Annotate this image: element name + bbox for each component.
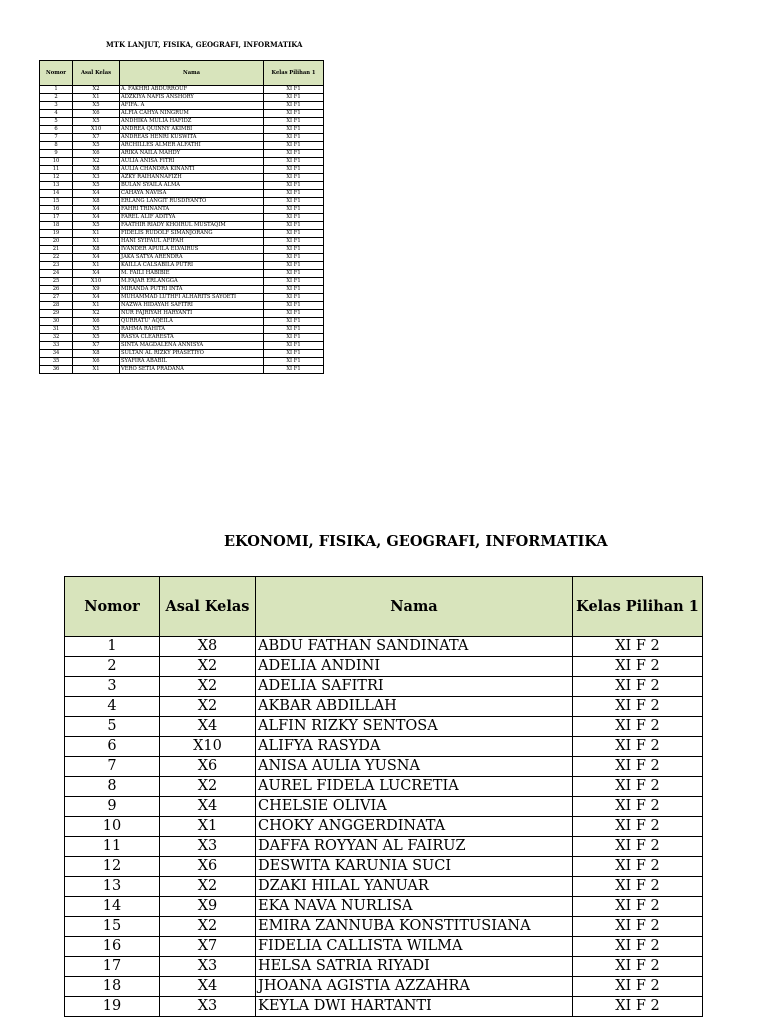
cell-asal-kelas: X2 xyxy=(160,657,256,677)
cell-nama: DESWITA KARUNIA SUCI xyxy=(256,857,573,877)
cell-nama: NUR FAJRIYAH HARYANTI xyxy=(120,310,264,318)
cell-asal-kelas: X6 xyxy=(73,150,120,158)
table-row xyxy=(40,222,324,230)
cell-nomor: 26 xyxy=(40,286,73,294)
col-header-nomor: Nomor xyxy=(65,577,160,637)
cell-kelas-pilihan: XI F 2 xyxy=(573,637,703,657)
table-row xyxy=(65,657,703,677)
cell-nomor: 22 xyxy=(40,254,73,262)
cell-asal-kelas: X5 xyxy=(73,326,120,334)
cell-nomor: 31 xyxy=(40,326,73,334)
cell-asal-kelas: X10 xyxy=(73,126,120,134)
cell-nama: CHELSIE OLIVIA xyxy=(256,797,573,817)
table-row xyxy=(40,126,324,134)
cell-nama: ARCHILLES ALMER ALFATHI xyxy=(120,142,264,150)
table-row xyxy=(65,857,703,877)
table1-body xyxy=(40,86,324,374)
cell-kelas-pilihan: XI F 2 xyxy=(573,957,703,977)
cell-asal-kelas: X5 xyxy=(73,102,120,110)
table-row xyxy=(40,142,324,150)
cell-nomor: 8 xyxy=(65,777,160,797)
cell-kelas-pilihan: XI F1 xyxy=(264,190,324,198)
cell-nomor: 7 xyxy=(65,757,160,777)
cell-asal-kelas: X4 xyxy=(160,977,256,997)
table-row xyxy=(40,350,324,358)
cell-kelas-pilihan: XI F1 xyxy=(264,270,324,278)
table-row xyxy=(40,214,324,222)
cell-kelas-pilihan: XI F1 xyxy=(264,86,324,94)
cell-asal-kelas: X5 xyxy=(73,182,120,190)
cell-asal-kelas: X1 xyxy=(73,366,120,374)
cell-nomor: 33 xyxy=(40,342,73,350)
cell-nomor: 9 xyxy=(65,797,160,817)
table-row xyxy=(40,206,324,214)
table-row xyxy=(65,717,703,737)
cell-kelas-pilihan: XI F1 xyxy=(264,118,324,126)
table-row xyxy=(40,334,324,342)
cell-nama: AFIFA. A xyxy=(120,102,264,110)
cell-asal-kelas: X1 xyxy=(73,230,120,238)
cell-kelas-pilihan: XI F1 xyxy=(264,214,324,222)
cell-asal-kelas: X2 xyxy=(160,697,256,717)
cell-asal-kelas: X4 xyxy=(73,270,120,278)
cell-nama: ANDHIKA MULIA HAFIDZ xyxy=(120,118,264,126)
cell-nama: RAHMA RAHITA xyxy=(120,326,264,334)
cell-kelas-pilihan: XI F1 xyxy=(264,182,324,190)
cell-asal-kelas: X1 xyxy=(73,94,120,102)
table-row xyxy=(65,917,703,937)
cell-kelas-pilihan: XI F1 xyxy=(264,134,324,142)
cell-asal-kelas: X3 xyxy=(160,997,256,1017)
cell-asal-kelas: X3 xyxy=(73,174,120,182)
cell-nomor: 12 xyxy=(65,857,160,877)
cell-kelas-pilihan: XI F 2 xyxy=(573,977,703,997)
table-row xyxy=(40,342,324,350)
table1 xyxy=(39,60,324,374)
cell-nama: EMIRA ZANNUBA KONSTITUSIANA xyxy=(256,917,573,937)
table-row xyxy=(65,677,703,697)
cell-asal-kelas: X7 xyxy=(73,134,120,142)
cell-kelas-pilihan: XI F1 xyxy=(264,358,324,366)
cell-nomor: 4 xyxy=(40,110,73,118)
cell-nomor: 6 xyxy=(65,737,160,757)
cell-asal-kelas: X10 xyxy=(73,278,120,286)
cell-asal-kelas: X6 xyxy=(73,318,120,326)
cell-kelas-pilihan: XI F 2 xyxy=(573,657,703,677)
table-row xyxy=(40,230,324,238)
cell-kelas-pilihan: XI F 2 xyxy=(573,837,703,857)
cell-nomor: 3 xyxy=(40,102,73,110)
cell-nama: ADELIA ANDINI xyxy=(256,657,573,677)
cell-asal-kelas: X2 xyxy=(160,877,256,897)
col-header-nama: Nama xyxy=(120,61,264,86)
cell-asal-kelas: X8 xyxy=(160,637,256,657)
table-row xyxy=(65,637,703,657)
cell-nomor: 15 xyxy=(65,917,160,937)
cell-nomor: 13 xyxy=(40,182,73,190)
cell-asal-kelas: X7 xyxy=(160,937,256,957)
cell-nama: FIDELIA CALLISTA WILMA xyxy=(256,937,573,957)
cell-asal-kelas: X8 xyxy=(73,350,120,358)
cell-nomor: 6 xyxy=(40,126,73,134)
table2-header-row xyxy=(65,577,703,637)
cell-kelas-pilihan: XI F 2 xyxy=(573,717,703,737)
cell-nama: SYAFIRA ABABIL xyxy=(120,358,264,366)
cell-nomor: 2 xyxy=(65,657,160,677)
cell-nomor: 13 xyxy=(65,877,160,897)
cell-nama: AKBAR ABDILLAH xyxy=(256,697,573,717)
cell-nama: RASYA CLEARESTA xyxy=(120,334,264,342)
table-row xyxy=(40,158,324,166)
cell-nomor: 28 xyxy=(40,302,73,310)
cell-nama: FAATHIR RIADY KHOIRUL MUSTAQIM xyxy=(120,222,264,230)
cell-nomor: 27 xyxy=(40,294,73,302)
cell-nomor: 1 xyxy=(40,86,73,94)
cell-nomor: 1 xyxy=(65,637,160,657)
cell-nama: ARIKA NAILA MAHDY xyxy=(120,150,264,158)
table1-header-row xyxy=(40,61,324,86)
cell-kelas-pilihan: XI F1 xyxy=(264,142,324,150)
table-row xyxy=(40,174,324,182)
cell-kelas-pilihan: XI F1 xyxy=(264,326,324,334)
cell-nama: ANDREAS HENRI KUSWITA xyxy=(120,134,264,142)
col-header-asal-kelas: Asal Kelas xyxy=(73,61,120,86)
cell-nomor: 10 xyxy=(65,817,160,837)
cell-nama: ADZKIYA NAFIS ANSHORY xyxy=(120,94,264,102)
cell-asal-kelas: X4 xyxy=(160,797,256,817)
table-row xyxy=(40,262,324,270)
cell-nama: AUREL FIDELA LUCRETIA xyxy=(256,777,573,797)
cell-nama: KEYLA DWI HARTANTI xyxy=(256,997,573,1017)
cell-nama: ERLANG LANGIT RUSDIYANTO xyxy=(120,198,264,206)
cell-nomor: 24 xyxy=(40,270,73,278)
table-row xyxy=(65,977,703,997)
table-row xyxy=(40,110,324,118)
cell-nama: DAFFA ROYYAN AL FAIRUZ xyxy=(256,837,573,857)
table-row xyxy=(40,190,324,198)
table-row xyxy=(40,326,324,334)
cell-nomor: 25 xyxy=(40,278,73,286)
cell-asal-kelas: X5 xyxy=(73,142,120,150)
cell-kelas-pilihan: XI F1 xyxy=(264,254,324,262)
table-row xyxy=(40,286,324,294)
cell-kelas-pilihan: XI F1 xyxy=(264,230,324,238)
cell-asal-kelas: X1 xyxy=(73,262,120,270)
cell-kelas-pilihan: XI F1 xyxy=(264,150,324,158)
cell-nomor: 17 xyxy=(65,957,160,977)
cell-nama: HELSA SATRIA RIYADI xyxy=(256,957,573,977)
table-row xyxy=(40,238,324,246)
cell-nomor: 5 xyxy=(65,717,160,737)
cell-kelas-pilihan: XI F 2 xyxy=(573,777,703,797)
cell-nomor: 23 xyxy=(40,262,73,270)
cell-nomor: 16 xyxy=(40,206,73,214)
cell-asal-kelas: X8 xyxy=(73,198,120,206)
cell-nama: NAZWA HIDAYAH SAFITRI xyxy=(120,302,264,310)
table-row xyxy=(40,358,324,366)
cell-kelas-pilihan: XI F1 xyxy=(264,302,324,310)
cell-nomor: 19 xyxy=(65,997,160,1017)
cell-nama: AZKY RAIHANNAFIZH xyxy=(120,174,264,182)
cell-kelas-pilihan: XI F1 xyxy=(264,206,324,214)
col-header-nomor: Nomor xyxy=(40,61,73,86)
cell-nomor: 7 xyxy=(40,134,73,142)
cell-asal-kelas: X2 xyxy=(160,677,256,697)
cell-kelas-pilihan: XI F 2 xyxy=(573,897,703,917)
table-row xyxy=(65,997,703,1017)
cell-nomor: 9 xyxy=(40,150,73,158)
cell-nama: M. FAILI HABIBIE xyxy=(120,270,264,278)
table-row xyxy=(40,270,324,278)
cell-kelas-pilihan: XI F1 xyxy=(264,174,324,182)
cell-nomor: 20 xyxy=(40,238,73,246)
cell-asal-kelas: X6 xyxy=(160,857,256,877)
cell-asal-kelas: X4 xyxy=(73,214,120,222)
table-row xyxy=(40,294,324,302)
cell-kelas-pilihan: XI F1 xyxy=(264,334,324,342)
cell-nama: QURRATU' AQEILA xyxy=(120,318,264,326)
cell-nomor: 36 xyxy=(40,366,73,374)
cell-nama: SULTAN AL RIZKY PRASETIYO xyxy=(120,350,264,358)
table-row xyxy=(65,897,703,917)
table-row xyxy=(40,198,324,206)
cell-nomor: 15 xyxy=(40,198,73,206)
cell-kelas-pilihan: XI F1 xyxy=(264,198,324,206)
table2 xyxy=(64,576,703,1017)
cell-nama: CAHAYA NAVISA xyxy=(120,190,264,198)
cell-asal-kelas: X9 xyxy=(160,897,256,917)
table-row xyxy=(65,737,703,757)
table-row xyxy=(40,302,324,310)
table-row xyxy=(40,150,324,158)
cell-asal-kelas: X10 xyxy=(160,737,256,757)
cell-nama: FAREL ALIF ADITYA xyxy=(120,214,264,222)
cell-nomor: 21 xyxy=(40,246,73,254)
cell-asal-kelas: X4 xyxy=(73,190,120,198)
table-row xyxy=(65,837,703,857)
col-header-kelas-pilihan: Kelas Pilihan 1 xyxy=(573,577,703,637)
cell-asal-kelas: X3 xyxy=(160,837,256,857)
cell-kelas-pilihan: XI F1 xyxy=(264,222,324,230)
cell-kelas-pilihan: XI F1 xyxy=(264,366,324,374)
cell-nomor: 8 xyxy=(40,142,73,150)
cell-kelas-pilihan: XI F 2 xyxy=(573,857,703,877)
cell-kelas-pilihan: XI F1 xyxy=(264,158,324,166)
cell-nama: AULIA CHANDRA KINANTI xyxy=(120,166,264,174)
table-row xyxy=(40,278,324,286)
cell-asal-kelas: X2 xyxy=(160,917,256,937)
cell-nomor: 4 xyxy=(65,697,160,717)
cell-asal-kelas: X6 xyxy=(160,757,256,777)
table-row xyxy=(40,134,324,142)
cell-nomor: 14 xyxy=(65,897,160,917)
table-row xyxy=(40,86,324,94)
table2-title: EKONOMI, FISIKA, GEOGRAFI, INFORMATIKA xyxy=(224,533,608,550)
table-row xyxy=(40,366,324,374)
cell-nama: DZAKI HILAL YANUAR xyxy=(256,877,573,897)
cell-nama: ALFIN RIZKY SENTOSA xyxy=(256,717,573,737)
cell-nomor: 30 xyxy=(40,318,73,326)
cell-asal-kelas: X5 xyxy=(73,334,120,342)
cell-asal-kelas: X9 xyxy=(73,286,120,294)
cell-asal-kelas: X6 xyxy=(73,110,120,118)
table-row xyxy=(65,937,703,957)
table-row xyxy=(40,118,324,126)
cell-nama: MUHAMMAD LUTHFI ALHARITS SAYOETI xyxy=(120,294,264,302)
cell-kelas-pilihan: XI F1 xyxy=(264,350,324,358)
cell-nomor: 16 xyxy=(65,937,160,957)
table-row xyxy=(40,318,324,326)
cell-nomor: 2 xyxy=(40,94,73,102)
cell-kelas-pilihan: XI F 2 xyxy=(573,697,703,717)
cell-nomor: 5 xyxy=(40,118,73,126)
cell-asal-kelas: X4 xyxy=(160,717,256,737)
cell-kelas-pilihan: XI F1 xyxy=(264,110,324,118)
table-row xyxy=(40,246,324,254)
cell-asal-kelas: X5 xyxy=(73,118,120,126)
cell-nama: ADELIA SAFITRI xyxy=(256,677,573,697)
cell-kelas-pilihan: XI F 2 xyxy=(573,817,703,837)
cell-nomor: 34 xyxy=(40,350,73,358)
cell-kelas-pilihan: XI F 2 xyxy=(573,797,703,817)
cell-nomor: 32 xyxy=(40,334,73,342)
cell-asal-kelas: X1 xyxy=(73,302,120,310)
cell-nama: ANDREA QUINNY AKIMBI xyxy=(120,126,264,134)
table-row xyxy=(40,310,324,318)
col-header-asal-kelas: Asal Kelas xyxy=(160,577,256,637)
table-row xyxy=(40,182,324,190)
cell-kelas-pilihan: XI F 2 xyxy=(573,677,703,697)
cell-nomor: 11 xyxy=(65,837,160,857)
cell-kelas-pilihan: XI F1 xyxy=(264,278,324,286)
table-row xyxy=(65,797,703,817)
table-row xyxy=(65,757,703,777)
table-row xyxy=(65,877,703,897)
cell-kelas-pilihan: XI F1 xyxy=(264,238,324,246)
cell-kelas-pilihan: XI F1 xyxy=(264,286,324,294)
cell-nama: FIDELIS RUDOLF SIMANJORANG xyxy=(120,230,264,238)
table-row xyxy=(65,957,703,977)
cell-nama: EKA NAVA NURLISA xyxy=(256,897,573,917)
cell-kelas-pilihan: XI F1 xyxy=(264,318,324,326)
cell-asal-kelas: X1 xyxy=(73,238,120,246)
cell-kelas-pilihan: XI F1 xyxy=(264,126,324,134)
cell-nomor: 19 xyxy=(40,230,73,238)
table-row xyxy=(40,94,324,102)
cell-asal-kelas: X5 xyxy=(73,222,120,230)
cell-nomor: 18 xyxy=(40,222,73,230)
cell-nama: ANISA AULIA YUSNA xyxy=(256,757,573,777)
cell-asal-kelas: X2 xyxy=(73,86,120,94)
table-row xyxy=(65,817,703,837)
table1-title: MTK LANJUT, FISIKA, GEOGRAFI, INFORMATIKA xyxy=(106,40,303,49)
cell-nama: ALFIA CAHYA NINGRUM xyxy=(120,110,264,118)
cell-nomor: 12 xyxy=(40,174,73,182)
cell-nama: JAKA SATYA ARENDRA xyxy=(120,254,264,262)
cell-asal-kelas: X6 xyxy=(73,358,120,366)
cell-kelas-pilihan: XI F 2 xyxy=(573,757,703,777)
cell-asal-kelas: X3 xyxy=(160,957,256,977)
cell-nama: AULIA ANISA FITRI xyxy=(120,158,264,166)
cell-asal-kelas: X2 xyxy=(73,158,120,166)
cell-nama: BULAN SYAILA ALMA xyxy=(120,182,264,190)
cell-nomor: 17 xyxy=(40,214,73,222)
cell-asal-kelas: X2 xyxy=(73,310,120,318)
cell-kelas-pilihan: XI F 2 xyxy=(573,877,703,897)
cell-asal-kelas: X4 xyxy=(73,206,120,214)
cell-nama: KAILLA CALSABILA PUTRI xyxy=(120,262,264,270)
table-row xyxy=(40,254,324,262)
cell-kelas-pilihan: XI F1 xyxy=(264,246,324,254)
cell-nama: VERO SETIA PRADANA xyxy=(120,366,264,374)
cell-kelas-pilihan: XI F1 xyxy=(264,294,324,302)
cell-kelas-pilihan: XI F 2 xyxy=(573,937,703,957)
cell-asal-kelas: X4 xyxy=(73,294,120,302)
cell-kelas-pilihan: XI F 2 xyxy=(573,737,703,757)
table-row xyxy=(40,166,324,174)
cell-kelas-pilihan: XI F1 xyxy=(264,166,324,174)
cell-nama: ALIFYA RASYDA xyxy=(256,737,573,757)
cell-nomor: 18 xyxy=(65,977,160,997)
cell-kelas-pilihan: XI F1 xyxy=(264,94,324,102)
cell-nomor: 10 xyxy=(40,158,73,166)
cell-kelas-pilihan: XI F1 xyxy=(264,262,324,270)
cell-nama: A. FAKHRI ABDURROUF xyxy=(120,86,264,94)
cell-nama: FAHRI TRINANTA xyxy=(120,206,264,214)
cell-kelas-pilihan: XI F1 xyxy=(264,102,324,110)
table2-body xyxy=(65,637,703,1017)
cell-asal-kelas: X8 xyxy=(73,166,120,174)
table-row xyxy=(40,102,324,110)
cell-kelas-pilihan: XI F 2 xyxy=(573,917,703,937)
cell-nama: JHOANA AGISTIA AZZAHRA xyxy=(256,977,573,997)
cell-nama: M.FAJAR ERLANGGA xyxy=(120,278,264,286)
cell-nama: MIRANDA PUTRI INTA xyxy=(120,286,264,294)
cell-nama: SINTA MAGDALENA ANNISYA xyxy=(120,342,264,350)
cell-nama: IVANDER APUILA ELVAIRUS xyxy=(120,246,264,254)
cell-nama: CHOKY ANGGERDINATA xyxy=(256,817,573,837)
cell-kelas-pilihan: XI F1 xyxy=(264,310,324,318)
cell-asal-kelas: X4 xyxy=(73,254,120,262)
col-header-nama: Nama xyxy=(256,577,573,637)
cell-nomor: 11 xyxy=(40,166,73,174)
cell-nomor: 14 xyxy=(40,190,73,198)
cell-asal-kelas: X2 xyxy=(160,777,256,797)
cell-kelas-pilihan: XI F1 xyxy=(264,342,324,350)
cell-asal-kelas: X7 xyxy=(73,342,120,350)
cell-nomor: 35 xyxy=(40,358,73,366)
table-row xyxy=(65,777,703,797)
cell-nomor: 29 xyxy=(40,310,73,318)
col-header-kelas-pilihan: Kelas Pilihan 1 xyxy=(264,61,324,86)
cell-nama: ABDU FATHAN SANDINATA xyxy=(256,637,573,657)
cell-asal-kelas: X1 xyxy=(160,817,256,837)
cell-nomor: 3 xyxy=(65,677,160,697)
cell-kelas-pilihan: XI F 2 xyxy=(573,997,703,1017)
cell-asal-kelas: X8 xyxy=(73,246,120,254)
table-row xyxy=(65,697,703,717)
cell-nama: HANI SYIFAUL AFIFAH xyxy=(120,238,264,246)
